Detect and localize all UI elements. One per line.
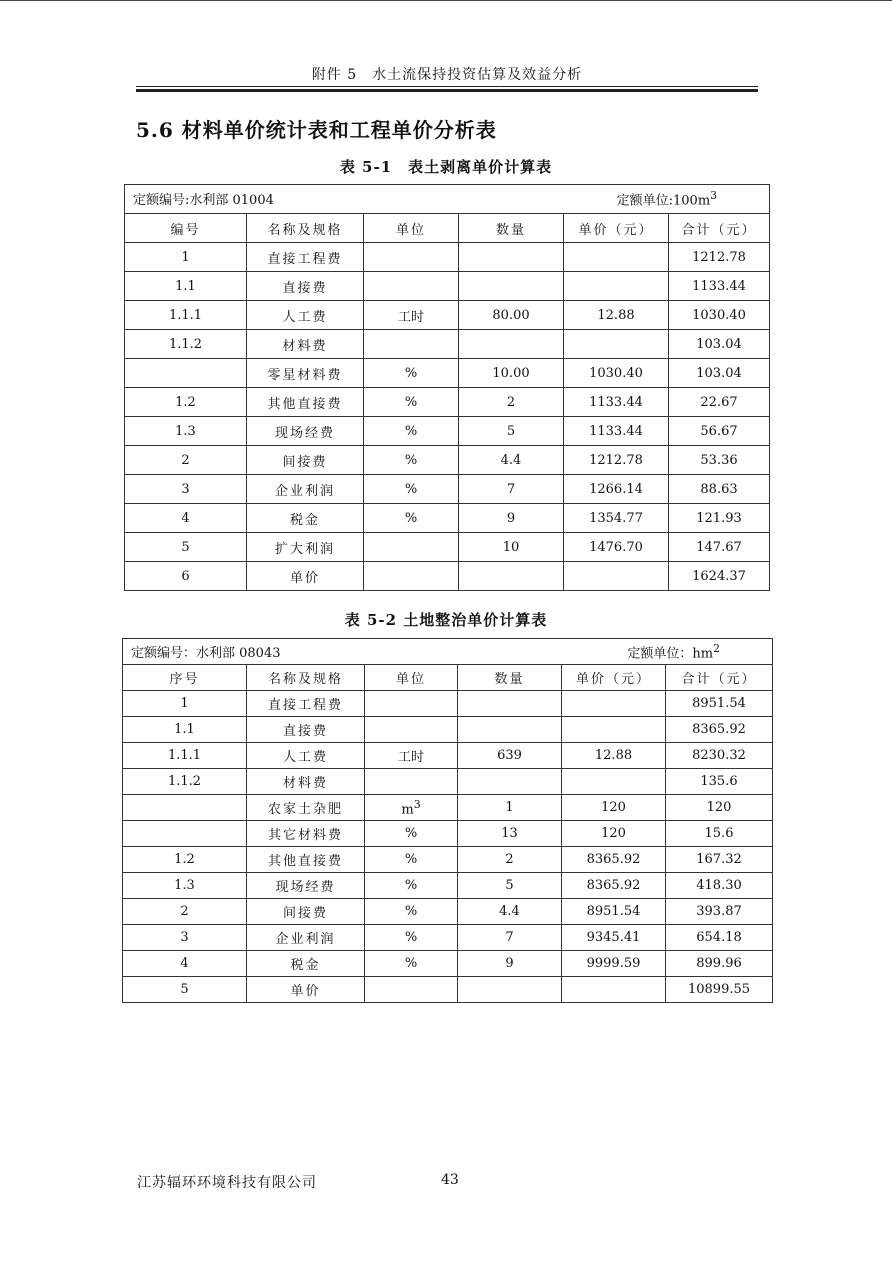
table-row [125,446,770,475]
running-header: 附件 5 水土流保持投资估算及效益分析 [311,67,583,83]
header-rule-thick [136,89,758,92]
table-cell: 654.18 [666,925,773,951]
table-cell: % [364,504,459,533]
table-cell [364,562,459,591]
table2-meta-row [123,639,773,665]
table-cell [459,330,564,359]
table-cell: 材料费 [247,769,365,795]
table-cell: 899.96 [666,951,773,977]
table-row [125,243,770,272]
table-cell: 4 [125,504,247,533]
table-cell [564,330,669,359]
table-cell: 8365.92 [666,717,773,743]
table-cell: 2 [459,388,564,417]
table2-quota-number: 定额编号：水利部 08043 [131,645,281,661]
table-cell: 1624.37 [669,562,770,591]
table1-quota-number: 定额编号:水利部 01004 [133,193,274,209]
table-cell: 1 [458,795,562,821]
table-cell: 9 [458,951,562,977]
table-cell: 1 [123,691,247,717]
section-title: 5.6 材料单价统计表和工程单价分析表 [136,118,497,142]
table-row [123,925,773,951]
table-cell [123,795,247,821]
table2-header-cell: 数量 [458,665,562,691]
table-cell: 3 [123,925,247,951]
table1-header-cell: 单位 [364,214,459,243]
table-cell: 15.6 [666,821,773,847]
table-cell [123,821,247,847]
table-cell [458,717,562,743]
table-cell: 2 [125,446,247,475]
table-cell: 1133.44 [564,417,669,446]
table1-header-cell: 合计（元） [669,214,770,243]
table-cell: % [364,446,459,475]
table-cell: 1476.70 [564,533,669,562]
table-cell: 120 [562,821,666,847]
table-cell: % [364,359,459,388]
table2-header-row [123,665,773,691]
table-cell: 1266.14 [564,475,669,504]
table-cell: 4 [123,951,247,977]
table-cell: 1.1.1 [125,301,247,330]
table-cell: 1.3 [123,873,247,899]
table2-quota-unit-sup: 2 [713,641,720,655]
table-cell: 5 [123,977,247,1003]
table-cell: 2 [458,847,562,873]
top-border-line [0,0,892,1]
table-cell: 135.6 [666,769,773,795]
table-cell: $m^3$ [365,795,458,821]
table-cell: 120 [666,795,773,821]
table-cell: 8951.54 [562,899,666,925]
table-cell: 1030.40 [669,301,770,330]
table-cell: 直接费 [247,717,365,743]
table-row [123,847,773,873]
table1-meta-row [125,185,770,214]
table1-header-cell: 数量 [459,214,564,243]
table-cell: 1354.77 [564,504,669,533]
table-cell: 8365.92 [562,873,666,899]
table-cell [562,769,666,795]
table1-header-cell: 单价（元） [564,214,669,243]
table-cell [458,691,562,717]
table-cell: 12.88 [562,743,666,769]
table-row [123,795,773,821]
table-cell: % [364,475,459,504]
table-cell: 材料费 [247,330,364,359]
table-cell: 企业利润 [247,475,364,504]
table-cell: 9 [459,504,564,533]
table-cell: 5 [459,417,564,446]
table-cell [365,977,458,1003]
table-cell: 人工费 [247,743,365,769]
table1-caption: 表 5-1 表土剥离单价计算表 [339,158,553,176]
table-row [125,330,770,359]
table1-quota-unit-label: 定额单位:100m [616,193,711,209]
table-row [123,691,773,717]
table2-header-cell: 序号 [123,665,247,691]
table-cell: 零星材料费 [247,359,364,388]
table-cell: 1.1 [123,717,247,743]
table-cell [365,717,458,743]
table-cell: % [365,899,458,925]
table-cell: 4.4 [458,899,562,925]
table2-quota-unit-label: 定额单位：hm [627,646,714,662]
table-cell: 7 [459,475,564,504]
table-row [125,388,770,417]
table-row [123,951,773,977]
table-cell: 1.1.1 [123,743,247,769]
table-row [123,977,773,1003]
table-cell: 1212.78 [669,243,770,272]
table-cell: 1.1.2 [123,769,247,795]
table2-land-rehab-unit-price [122,638,773,1003]
header-rule-thin [136,86,758,87]
table-cell: 农家土杂肥 [247,795,365,821]
table-cell: 418.30 [666,873,773,899]
table-cell: 税金 [247,504,364,533]
page-number: 43 [441,1172,459,1188]
table-cell [562,977,666,1003]
table-cell: 8951.54 [666,691,773,717]
table-cell: 10899.55 [666,977,773,1003]
table-cell [364,330,459,359]
table-cell: 现场经费 [247,873,365,899]
table2-header-cell: 单价（元） [562,665,666,691]
table-cell: % [365,951,458,977]
table2-quota-unit [627,642,772,661]
table-cell: 22.67 [669,388,770,417]
table-cell: 53.36 [669,446,770,475]
table-cell: 5 [458,873,562,899]
table-cell [564,243,669,272]
table-row [125,301,770,330]
table-cell [365,691,458,717]
table-cell [564,562,669,591]
table-cell: 4.4 [459,446,564,475]
table-cell: 3 [125,475,247,504]
table-cell: 直接费 [247,272,364,301]
table-cell: 1133.44 [669,272,770,301]
table-cell: 1212.78 [564,446,669,475]
table-cell: 单价 [247,562,364,591]
table-cell: 9345.41 [562,925,666,951]
table-cell: 12.88 [564,301,669,330]
table-cell: % [364,417,459,446]
table-cell: 1.2 [123,847,247,873]
table-cell: 税金 [247,951,365,977]
table-row [125,533,770,562]
table-cell: 直接工程费 [247,243,364,272]
table1-stripping-unit-price [124,184,770,591]
table-cell: % [365,925,458,951]
table-cell: 103.04 [669,330,770,359]
table-cell: 2 [123,899,247,925]
table-cell [562,717,666,743]
table-row [125,562,770,591]
table-cell: 其它材料费 [247,821,365,847]
table-cell: 其他直接费 [247,847,365,873]
table-cell: 1.2 [125,388,247,417]
table-row [125,272,770,301]
table-cell: 1133.44 [564,388,669,417]
table-cell: 扩大利润 [247,533,364,562]
table1-quota-cell [125,185,770,214]
table-cell [458,977,562,1003]
table-row [123,717,773,743]
table-cell: 8365.92 [562,847,666,873]
table-cell: 639 [458,743,562,769]
table-cell: 其他直接费 [247,388,364,417]
table-row [125,475,770,504]
table-row [123,899,773,925]
table-cell: 间接费 [247,899,365,925]
table1-header-cell: 名称及规格 [247,214,364,243]
table-cell: 80.00 [459,301,564,330]
table2-caption: 表 5-2 土地整治单价计算表 [344,611,548,629]
table-cell [459,243,564,272]
table-row [123,821,773,847]
table-cell: 5 [125,533,247,562]
table-row [123,769,773,795]
footer-company-name: 江苏辐环环境科技有限公司 [137,1175,317,1191]
table-cell: 单价 [247,977,365,1003]
table-cell: 人工费 [247,301,364,330]
table-row [125,359,770,388]
table-cell [125,359,247,388]
table1-quota-unit [617,189,769,208]
table-cell: 间接费 [247,446,364,475]
table-cell [364,243,459,272]
table2-header-cell: 名称及规格 [247,665,365,691]
table-cell: 1.1 [125,272,247,301]
table1-header-cell: 编号 [125,214,247,243]
table-cell: 1.3 [125,417,247,446]
table-cell: 9999.59 [562,951,666,977]
table-cell: 8230.32 [666,743,773,769]
table-cell [459,272,564,301]
table-cell: 121.93 [669,504,770,533]
table-cell [365,769,458,795]
table2-header-cell: 单位 [365,665,458,691]
table1-header-row [125,214,770,243]
table-cell: 工时 [365,743,458,769]
table-cell: 1030.40 [564,359,669,388]
table-cell: 企业利润 [247,925,365,951]
table-cell: 393.87 [666,899,773,925]
table-cell [364,533,459,562]
table-row [125,417,770,446]
table1-quota-unit-sup: 3 [710,189,718,203]
table-row [125,504,770,533]
table-cell: 1.1.2 [125,330,247,359]
table-cell: % [365,821,458,847]
table-cell [459,562,564,591]
table-cell [364,272,459,301]
table-cell: 147.67 [669,533,770,562]
table-cell: 13 [458,821,562,847]
table-cell: 103.04 [669,359,770,388]
table2-quota-cell [123,639,773,665]
table-cell: 6 [125,562,247,591]
unit-superscript: 3 [413,797,421,811]
table-cell: 工时 [364,301,459,330]
table-cell: 10.00 [459,359,564,388]
table-cell: % [365,873,458,899]
table-cell: 56.67 [669,417,770,446]
table-cell [562,691,666,717]
table-cell: % [364,388,459,417]
table-cell: 1 [125,243,247,272]
table-cell: 7 [458,925,562,951]
table-cell: 10 [459,533,564,562]
table-cell [564,272,669,301]
table2-header-cell: 合计（元） [666,665,773,691]
table-cell: 88.63 [669,475,770,504]
table-row [123,743,773,769]
table-cell: 120 [562,795,666,821]
table-cell: 现场经费 [247,417,364,446]
table-row [123,873,773,899]
table-cell: % [365,847,458,873]
table-cell: 167.32 [666,847,773,873]
table-cell [458,769,562,795]
table-cell: 直接工程费 [247,691,365,717]
